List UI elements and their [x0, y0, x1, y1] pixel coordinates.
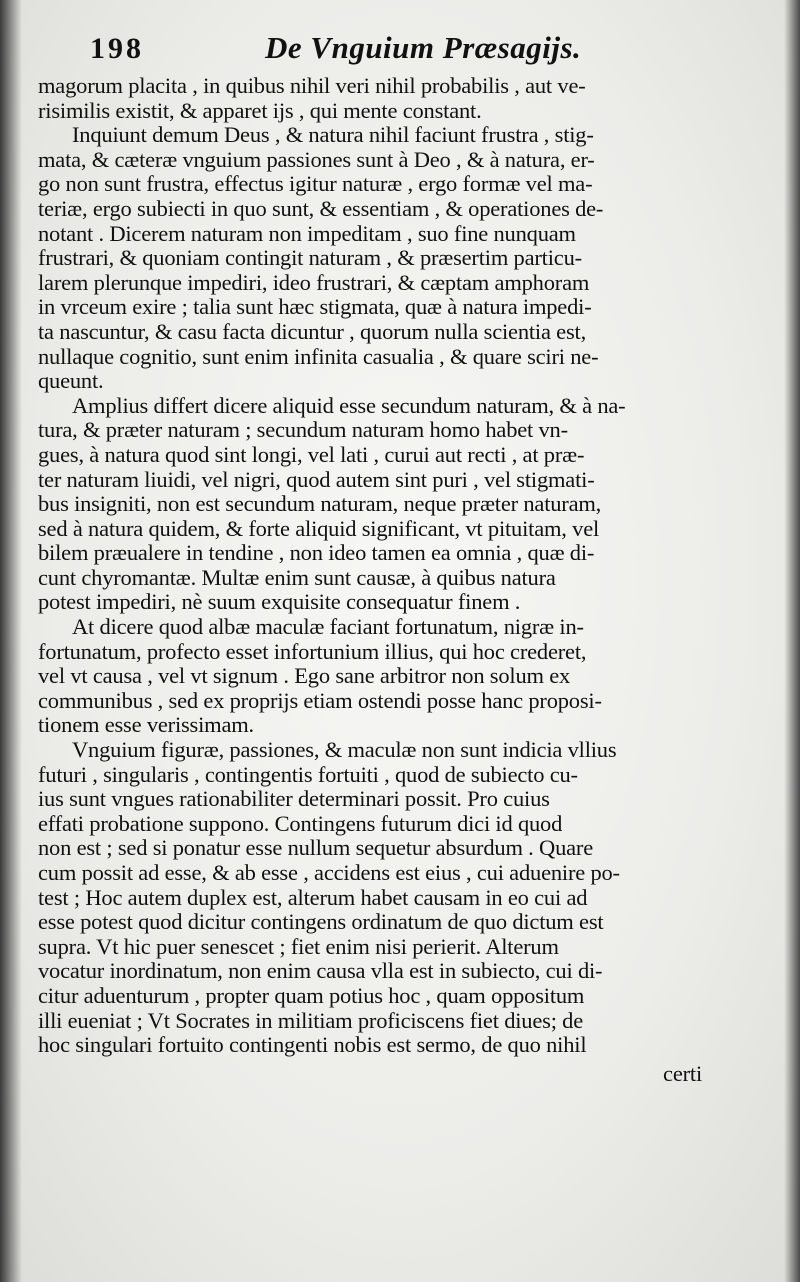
page-number: 198	[90, 32, 144, 65]
text-line: mata, & cæteræ vnguium passiones sunt à Deo , & à natura, er-	[38, 147, 595, 172]
text-line: teriæ, ergo subiecti in quo sunt, & essentiam , & operationes de-	[38, 196, 604, 221]
text-line: risimilis existit, & apparet ijs , qui mente constant.	[38, 98, 482, 123]
text-line: Vnguium figuræ, passiones, & maculæ non sunt indicia vllius	[72, 738, 617, 763]
text-line: cunt chyromantæ. Multæ enim sunt causæ, à quibus natura	[38, 565, 556, 590]
text-line: larem plerunque impediri, ideo frustrari, & cæptam amphoram	[38, 270, 590, 295]
text-line: notant . Dicerem naturam non impeditam , suo fine nunquam	[38, 221, 576, 246]
text-line: tionem esse verissimam.	[38, 713, 254, 738]
text-line: non est ; sed si ponatur esse nullum sequetur absurdum . Quare	[38, 836, 593, 861]
text-line: queunt.	[38, 369, 104, 394]
text-line: cum possit ad esse, & ab esse , accidens est eius , cui aduenire po-	[38, 861, 620, 885]
text-line: tura, & præter naturam ; secundum naturam homo habet vn-	[38, 418, 568, 443]
text-line: vocatur inordinatum, non enim causa vlla est in subiecto, cui di-	[38, 959, 603, 984]
text-line: communibus , sed ex proprijs etiam ostendi posse hanc proposi-	[38, 688, 602, 713]
paragraph	[38, 738, 752, 1058]
text-line: fortunatum, profecto esset infortunium illius, qui hoc crederet,	[38, 639, 587, 664]
text-line: in vrceum exire ; talia sunt hæc stigmata, quæ à natura impedi-	[38, 295, 592, 320]
paragraph	[38, 123, 752, 394]
text-line: illi eueniat ; Vt Socrates in militiam proficiscens fiet diues; de	[38, 1008, 584, 1033]
page-header	[38, 30, 752, 74]
text-line: bilem præualere in tendine , non ideo tamen ea omnia , quæ di-	[38, 541, 595, 566]
text-line: test ; Hoc autem duplex est, alterum habet causam in eo cui ad	[38, 885, 588, 910]
text-line: Amplius differt dicere aliquid esse secundum naturam, & à na-	[72, 393, 626, 418]
text-line: supra. Vt hic puer senescet ; fiet enim nisi perierit. Alterum	[38, 934, 559, 959]
text-line: magorum placita , in quibus nihil veri nihil probabilis , aut ve-	[38, 74, 586, 98]
text-line: effati probatione suppono. Contingens futurum dici id quod	[38, 811, 563, 836]
body-text	[38, 74, 752, 1086]
text-line: hoc singulari fortuito contingenti nobis est sermo, de quo nihil	[38, 1033, 587, 1058]
text-line: bus insigniti, non est secundum naturam, neque præter naturam,	[38, 492, 602, 517]
text-line: sed à natura quidem, & forte aliquid significant, vt pituitam, vel	[38, 516, 600, 541]
text-line: Inquiunt demum Deus , & natura nihil faciunt frustra , stig-	[72, 123, 594, 148]
text-line: ius sunt vngues rationabiliter determinari possit. Pro cuius	[38, 787, 550, 812]
text-line: esse potest quod dicitur contingens ordinatum de quo dictum est	[38, 910, 604, 935]
text-line: ter naturam liuidi, vel nigri, quod autem sint puri , vel stigmati-	[38, 467, 595, 492]
text-line: vel vt causa , vel vt signum . Ego sane arbitror non solum ex	[38, 664, 571, 689]
text-line: frustrari, & quoniam contingit naturam , & præsertim particu-	[38, 246, 582, 271]
text-line: potest impediri, nè suum exquisite consequatur finem .	[38, 590, 521, 615]
text-line: futuri , singularis , contingentis fortuiti , quod de subiecto cu-	[38, 762, 578, 787]
catchword: certi	[663, 1061, 702, 1086]
text-line: citur aduenturum , propter quam potius hoc , quam oppositum	[38, 983, 585, 1008]
text-line: gues, à natura quod sint longi, vel lati , curui aut recti , at præ-	[38, 442, 585, 467]
paragraph	[38, 615, 752, 738]
paragraph	[38, 74, 752, 123]
paragraph	[38, 394, 752, 615]
text-line: go non sunt frustra, effectus igitur naturæ , ergo formæ vel ma-	[38, 172, 593, 197]
text-line: At dicere quod albæ maculæ faciant fortunatum, nigræ in-	[72, 615, 584, 640]
text-line: ta nascuntur, & casu facta dicuntur , quorum nulla scientia est,	[38, 319, 586, 344]
running-title: De Vnguium Præsagijs.	[265, 30, 582, 65]
text-line: nullaque cognitio, sunt enim infinita casualia , & quare sciri ne-	[38, 344, 599, 369]
